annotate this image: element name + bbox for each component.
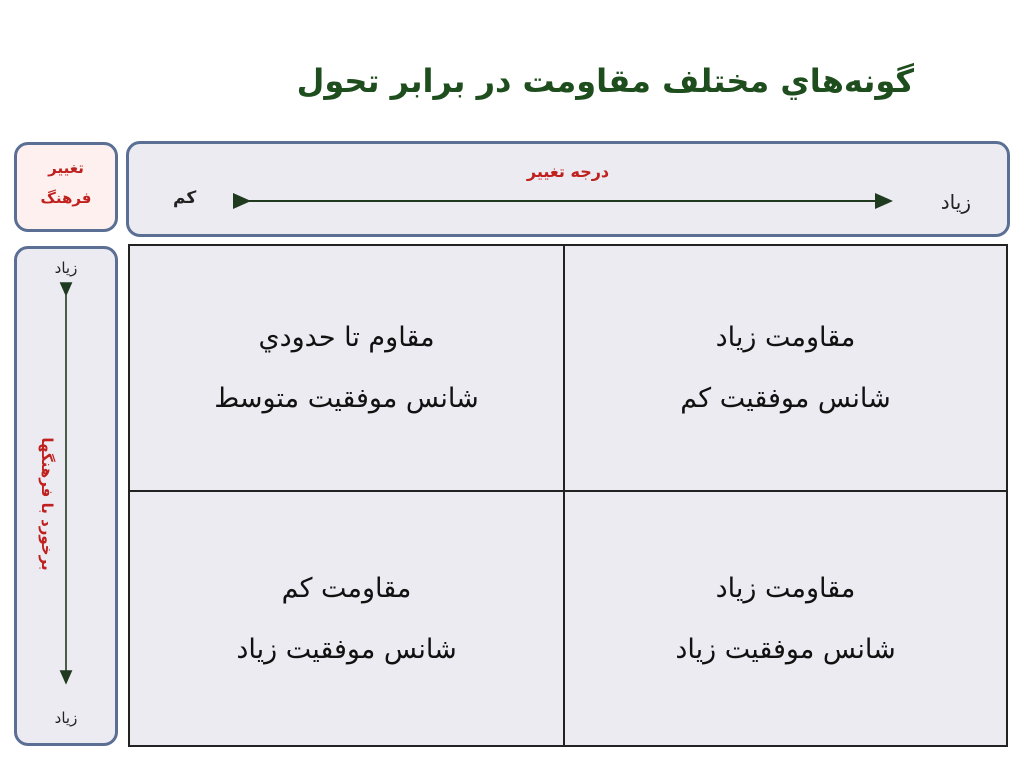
degree-of-change-label: درجه تغيير bbox=[526, 162, 610, 181]
culture-change-line1: تغيير bbox=[48, 159, 84, 177]
cell-resistance-label: مقاومت زياد bbox=[715, 572, 856, 604]
axis-low-label: کم bbox=[173, 188, 197, 208]
cell-success-label: شانس موفقيت زياد bbox=[675, 633, 896, 665]
cell-resistance-label: مقاوم تا حدودي bbox=[258, 322, 435, 353]
culture-clash-axis bbox=[14, 246, 118, 746]
degree-of-change-axis bbox=[126, 141, 1010, 237]
cell-top-left bbox=[130, 246, 563, 490]
cell-success-label: شانس موفقيت زياد bbox=[236, 633, 457, 665]
horizontal-double-arrow bbox=[129, 144, 1013, 240]
cell-top-right bbox=[565, 246, 1006, 490]
culture-change-box bbox=[14, 142, 118, 232]
resistance-matrix bbox=[128, 244, 1008, 747]
cell-success-label: شانس موفقيت متوسط bbox=[214, 383, 479, 414]
cell-resistance-label: مقاومت کم bbox=[281, 572, 412, 604]
page-title: گونه‌هاي مختلف مقاومت در برابر تحول bbox=[296, 62, 914, 100]
cell-success-label: شانس موفقيت کم bbox=[680, 383, 891, 414]
cell-bottom-left bbox=[130, 492, 563, 745]
side-axis-bottom-label: زياد bbox=[54, 709, 78, 727]
side-axis-label: برخورد با فرهنگها bbox=[38, 437, 56, 571]
axis-high-label: زياد bbox=[940, 190, 971, 214]
side-axis-top-label: زياد bbox=[54, 259, 78, 277]
vertical-double-arrow bbox=[17, 249, 121, 749]
culture-change-line2: فرهنگ bbox=[40, 189, 92, 207]
cell-resistance-label: مقاومت زياد bbox=[715, 322, 856, 353]
cell-bottom-right bbox=[565, 492, 1006, 745]
